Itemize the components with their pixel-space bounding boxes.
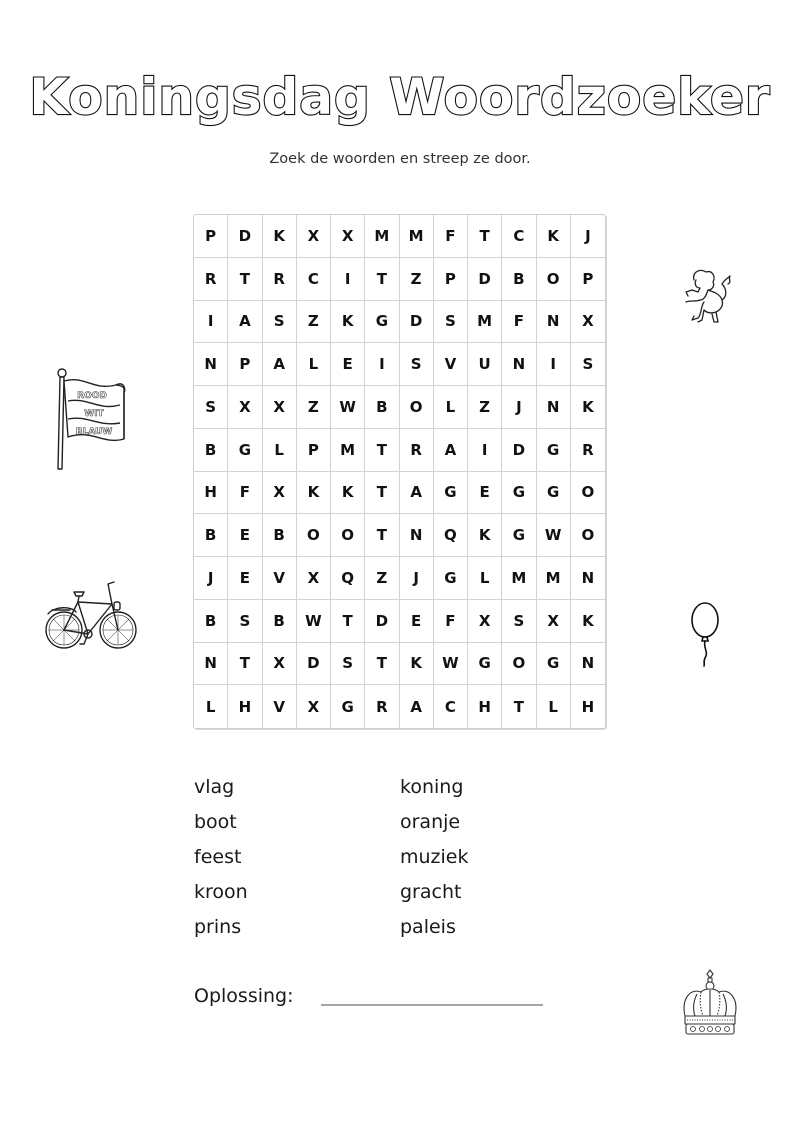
grid-cell[interactable]: L bbox=[468, 557, 502, 600]
grid-cell[interactable]: Z bbox=[297, 386, 331, 429]
grid-cell[interactable]: X bbox=[468, 600, 502, 643]
grid-cell[interactable]: N bbox=[194, 643, 228, 686]
grid-cell[interactable]: C bbox=[297, 258, 331, 301]
grid-cell[interactable]: K bbox=[468, 514, 502, 557]
grid-cell[interactable]: R bbox=[263, 258, 297, 301]
grid-cell[interactable]: A bbox=[400, 472, 434, 515]
grid-cell[interactable]: S bbox=[400, 343, 434, 386]
grid-cell[interactable]: D bbox=[468, 258, 502, 301]
grid-cell[interactable]: A bbox=[434, 429, 468, 472]
grid-cell[interactable]: S bbox=[502, 600, 536, 643]
grid-cell[interactable]: B bbox=[365, 386, 399, 429]
word-item: kroon bbox=[194, 881, 248, 903]
word-search-grid bbox=[193, 214, 606, 729]
grid-cell[interactable]: X bbox=[537, 600, 571, 643]
grid-cell[interactable]: X bbox=[297, 215, 331, 258]
grid-cell[interactable]: G bbox=[502, 472, 536, 515]
grid-cell[interactable]: T bbox=[331, 600, 365, 643]
grid-cell[interactable]: T bbox=[365, 429, 399, 472]
grid-cell[interactable]: X bbox=[297, 685, 331, 728]
grid-cell[interactable]: P bbox=[434, 258, 468, 301]
grid-cell[interactable]: S bbox=[331, 643, 365, 686]
grid-cell[interactable]: F bbox=[434, 600, 468, 643]
grid-cell[interactable]: O bbox=[571, 472, 605, 515]
grid-cell[interactable]: M bbox=[331, 429, 365, 472]
grid-cell[interactable]: O bbox=[331, 514, 365, 557]
grid-cell[interactable]: U bbox=[468, 343, 502, 386]
word-item: koning bbox=[400, 776, 464, 798]
page-title: Koningsdag Woordzoeker bbox=[29, 68, 771, 126]
grid-cell[interactable]: J bbox=[571, 215, 605, 258]
grid-cell[interactable]: E bbox=[228, 514, 262, 557]
grid-cell[interactable]: F bbox=[502, 301, 536, 344]
grid-cell[interactable]: Q bbox=[331, 557, 365, 600]
grid-cell[interactable]: Z bbox=[365, 557, 399, 600]
flag-icon bbox=[54, 365, 134, 475]
grid-cell[interactable]: K bbox=[263, 215, 297, 258]
word-item: feest bbox=[194, 846, 242, 868]
grid-cell[interactable]: G bbox=[365, 301, 399, 344]
grid-cell[interactable]: G bbox=[537, 643, 571, 686]
grid-cell[interactable]: P bbox=[228, 343, 262, 386]
grid-cell[interactable]: A bbox=[263, 343, 297, 386]
grid-cell[interactable]: T bbox=[365, 472, 399, 515]
grid-cell[interactable]: G bbox=[502, 514, 536, 557]
grid-cell[interactable]: E bbox=[228, 557, 262, 600]
grid-cell[interactable]: R bbox=[571, 429, 605, 472]
grid-cell[interactable]: J bbox=[400, 557, 434, 600]
grid-cell[interactable]: X bbox=[263, 643, 297, 686]
grid-cell[interactable]: L bbox=[537, 685, 571, 728]
grid-cell[interactable]: H bbox=[581, 697, 595, 716]
grid-cell[interactable]: C bbox=[502, 215, 536, 258]
grid-cell[interactable]: M bbox=[468, 301, 502, 344]
grid-cell[interactable]: R bbox=[400, 429, 434, 472]
grid-cell[interactable]: M bbox=[537, 557, 571, 600]
grid-cell[interactable]: T bbox=[228, 258, 262, 301]
grid-cell[interactable]: L bbox=[434, 386, 468, 429]
grid-cell[interactable]: Z bbox=[297, 301, 331, 344]
grid-cell[interactable]: N bbox=[571, 557, 605, 600]
grid-cell[interactable]: K bbox=[297, 472, 331, 515]
grid-cell[interactable]: N bbox=[400, 514, 434, 557]
grid-cell[interactable]: A bbox=[400, 685, 434, 728]
grid-cell[interactable]: E bbox=[400, 600, 434, 643]
grid-cell[interactable]: P bbox=[571, 258, 605, 301]
grid-cell[interactable]: B bbox=[194, 514, 228, 557]
grid-cell[interactable]: W bbox=[537, 514, 571, 557]
grid-cell[interactable]: R bbox=[194, 258, 228, 301]
crown-icon bbox=[677, 968, 743, 1040]
grid-cell[interactable]: F bbox=[434, 215, 468, 258]
grid-cell[interactable]: N bbox=[537, 301, 571, 344]
grid-cell[interactable]: I bbox=[537, 343, 571, 386]
grid-cell[interactable]: K bbox=[571, 600, 605, 643]
instructions: Zoek de woorden en streep ze door. bbox=[269, 151, 531, 167]
word-item: paleis bbox=[400, 916, 456, 938]
grid-cell[interactable]: X bbox=[297, 557, 331, 600]
grid-cell[interactable]: N bbox=[571, 643, 605, 686]
grid-cell[interactable]: Z bbox=[468, 386, 502, 429]
grid-cell[interactable]: V bbox=[434, 343, 468, 386]
grid-cell[interactable]: D bbox=[400, 301, 434, 344]
flag-text-2: WIT bbox=[84, 409, 104, 419]
grid-cell[interactable]: W bbox=[331, 386, 365, 429]
grid-cell[interactable]: K bbox=[400, 643, 434, 686]
grid-cell[interactable]: B bbox=[502, 258, 536, 301]
grid-cell[interactable]: G bbox=[537, 472, 571, 515]
grid-cell[interactable]: X bbox=[228, 386, 262, 429]
word-item: prins bbox=[194, 916, 242, 938]
grid-cell[interactable]: L bbox=[297, 343, 331, 386]
grid-cell[interactable]: S bbox=[571, 343, 605, 386]
grid-cell[interactable]: S bbox=[194, 386, 228, 429]
grid-cell[interactable]: B bbox=[194, 429, 228, 472]
grid-cell[interactable]: N bbox=[537, 386, 571, 429]
grid-cell[interactable]: N bbox=[502, 343, 536, 386]
grid-cell[interactable]: O bbox=[571, 514, 605, 557]
word-item: oranje bbox=[400, 811, 461, 833]
grid-cell[interactable]: J bbox=[502, 386, 536, 429]
grid-cell[interactable]: D bbox=[228, 215, 262, 258]
grid-cell[interactable]: Q bbox=[434, 514, 468, 557]
grid-cell[interactable]: I bbox=[331, 258, 365, 301]
grid-cell[interactable]: S bbox=[263, 301, 297, 344]
grid-cell[interactable]: G bbox=[468, 643, 502, 686]
grid-cell[interactable]: B bbox=[263, 600, 297, 643]
grid-cell[interactable]: H bbox=[468, 685, 502, 728]
grid-cell[interactable]: H bbox=[194, 472, 228, 515]
lion-icon bbox=[680, 266, 736, 328]
grid-cell[interactable]: P bbox=[297, 429, 331, 472]
grid-cell[interactable]: J bbox=[194, 557, 228, 600]
grid-cell[interactable]: T bbox=[228, 643, 262, 686]
grid-cell[interactable]: T bbox=[468, 215, 502, 258]
grid-cell[interactable]: O bbox=[297, 514, 331, 557]
grid-cell[interactable]: G bbox=[434, 557, 468, 600]
balloon-icon bbox=[690, 600, 722, 672]
grid-cell[interactable]: I bbox=[194, 301, 228, 344]
grid-cell[interactable]: X bbox=[263, 472, 297, 515]
grid-cell[interactable]: C bbox=[434, 685, 468, 728]
grid-cell[interactable]: X bbox=[331, 215, 365, 258]
word-item: muziek bbox=[400, 846, 469, 868]
word-list-column-2 bbox=[400, 772, 469, 947]
grid-cell[interactable]: V bbox=[263, 557, 297, 600]
grid-cell[interactable]: Z bbox=[400, 258, 434, 301]
grid-cell[interactable]: X bbox=[571, 301, 605, 344]
grid-cell[interactable]: G bbox=[228, 429, 262, 472]
word-item: boot bbox=[194, 811, 237, 833]
grid-cell[interactable]: M bbox=[365, 215, 399, 258]
grid-cell[interactable]: R bbox=[365, 685, 399, 728]
grid-cell[interactable]: F bbox=[228, 472, 262, 515]
grid-cell[interactable]: V bbox=[263, 685, 297, 728]
grid-cell[interactable]: A bbox=[228, 301, 262, 344]
grid-cell[interactable]: G bbox=[434, 472, 468, 515]
grid-cell[interactable]: S bbox=[228, 600, 262, 643]
grid-cell[interactable]: D bbox=[365, 600, 399, 643]
grid-cell[interactable]: K bbox=[537, 215, 571, 258]
grid-cell[interactable]: I bbox=[468, 429, 502, 472]
bicycle-icon bbox=[44, 572, 138, 656]
grid-cell[interactable]: W bbox=[434, 643, 468, 686]
word-item: vlag bbox=[194, 776, 235, 798]
grid-cell[interactable]: D bbox=[502, 429, 536, 472]
grid-cell[interactable]: D bbox=[297, 643, 331, 686]
grid-cell[interactable]: K bbox=[331, 301, 365, 344]
grid-cell[interactable]: N bbox=[194, 343, 228, 386]
grid-cell[interactable]: E bbox=[468, 472, 502, 515]
grid-cell[interactable]: T bbox=[365, 514, 399, 557]
grid-cell[interactable]: L bbox=[263, 429, 297, 472]
grid-cell[interactable]: T bbox=[502, 685, 536, 728]
word-item: gracht bbox=[400, 881, 462, 903]
grid-cell[interactable]: W bbox=[297, 600, 331, 643]
grid-cell[interactable]: O bbox=[502, 643, 536, 686]
grid-cell[interactable]: T bbox=[365, 258, 399, 301]
grid-cell[interactable]: L bbox=[194, 685, 228, 728]
grid-cell[interactable]: S bbox=[434, 301, 468, 344]
grid-cell[interactable]: G bbox=[537, 429, 571, 472]
grid-cell[interactable]: T bbox=[365, 643, 399, 686]
grid-cell[interactable]: X bbox=[263, 386, 297, 429]
solution-answer-line[interactable] bbox=[321, 1004, 543, 1006]
grid-cell[interactable]: O bbox=[400, 386, 434, 429]
grid-cell[interactable]: G bbox=[331, 685, 365, 728]
grid-cell[interactable]: H bbox=[228, 685, 262, 728]
flag-text-1: ROOD bbox=[77, 391, 107, 401]
grid-cell[interactable]: E bbox=[331, 343, 365, 386]
grid-cell[interactable]: B bbox=[263, 514, 297, 557]
grid-cell[interactable]: M bbox=[502, 557, 536, 600]
flag-text-3: BLAUW bbox=[75, 427, 113, 437]
grid-cell[interactable]: O bbox=[537, 258, 571, 301]
grid-cell[interactable]: P bbox=[194, 215, 228, 258]
word-list-column-1 bbox=[194, 772, 248, 947]
grid-cell[interactable]: K bbox=[571, 386, 605, 429]
solution-label: Oplossing: bbox=[194, 985, 294, 1007]
grid-cell[interactable]: M bbox=[400, 215, 434, 258]
grid-cell[interactable]: B bbox=[194, 600, 228, 643]
grid-cell[interactable]: K bbox=[331, 472, 365, 515]
grid-cell[interactable]: I bbox=[365, 343, 399, 386]
